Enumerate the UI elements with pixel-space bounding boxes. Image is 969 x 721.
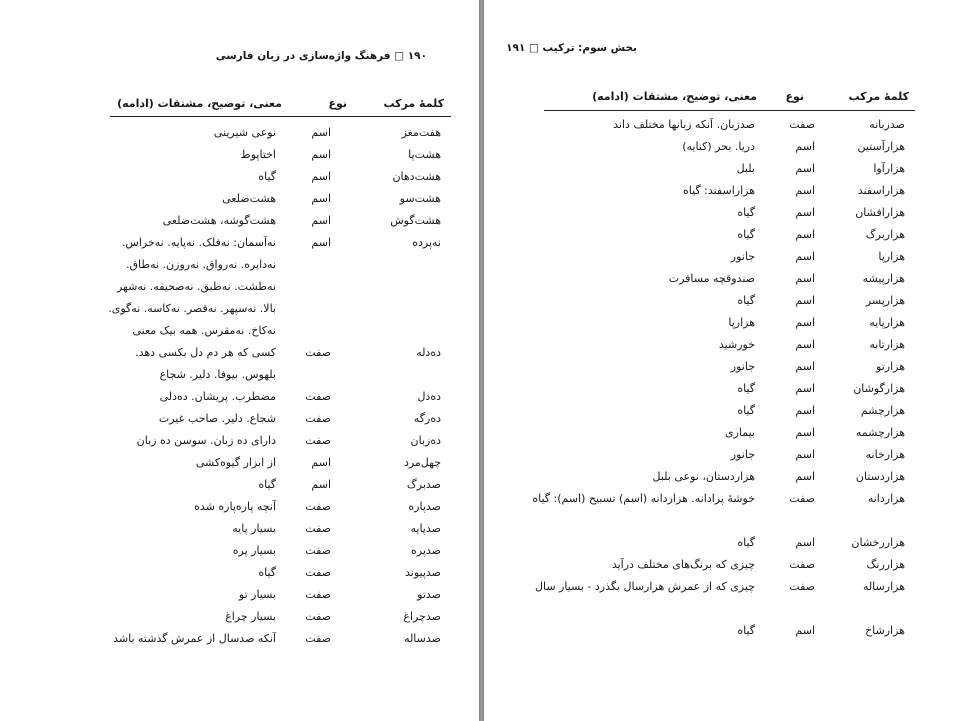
entry-type: اسم (311, 170, 331, 183)
entry-type: صفت (305, 412, 331, 425)
table-row (110, 232, 451, 342)
table-row (544, 290, 915, 312)
entry-type: اسم (795, 184, 815, 197)
column-header-word: کلمهٔ مرکب (848, 90, 909, 103)
table-row (110, 496, 451, 518)
entry-meaning: دارای ده زبان. سوسن ده زبان (136, 434, 276, 447)
entry-meaning: هزاردستان، نوعی بلبل (652, 470, 755, 483)
table-row (110, 188, 451, 210)
entry-word: صدپیوند (404, 566, 441, 579)
table-row (544, 554, 915, 576)
entry-type: صفت (305, 500, 331, 513)
entry-type: اسم (795, 206, 815, 219)
entry-type: اسم (795, 360, 815, 373)
entry-meaning: دریا. بحر (کنایه) (682, 140, 755, 153)
entry-type: اسم (795, 426, 815, 439)
entry-meaning: خوشهٔ پرادانه. هزاردانه (اسم) تسبیح (اسم): گیاه (532, 492, 755, 505)
entry-word: صدساله (404, 632, 441, 645)
entry-word: هزاررخشان (851, 536, 905, 549)
entry-type: صفت (305, 544, 331, 557)
entry-word: صدتو (417, 588, 441, 601)
entry-meaning: کسی که هر دم دل بکسی دهد. بلهوس. بیوفا. دلیر. شجاع (135, 346, 276, 381)
entry-type: اسم (795, 382, 815, 395)
entry-type: اسم (795, 272, 815, 285)
page-header: بخش سوم: ترکیب □ ۱۹۱ (506, 42, 637, 54)
entry-meaning: خورشید (718, 338, 755, 351)
entry-word: هزارآوا (873, 162, 905, 175)
entry-meaning: جانور (730, 250, 755, 263)
table-row (110, 606, 451, 628)
entry-type: صفت (789, 118, 815, 131)
table-row (544, 202, 915, 224)
entry-meaning: هشت‌ضلعی (222, 192, 276, 205)
right-page (484, 0, 969, 721)
entry-meaning: گیاه (737, 228, 755, 241)
entry-meaning: چیزی که از عمرش هزارسال بگذرد - بسیار سال (535, 580, 755, 593)
table-row (544, 246, 915, 268)
entry-meaning: از ابزار گیوه‌کشی (195, 456, 276, 469)
entry-type: اسم (311, 456, 331, 469)
entry-word: صدپره (410, 544, 441, 557)
entry-word: ده‌دله (416, 346, 441, 359)
entry-word: هزارتابه (869, 338, 905, 351)
entry-word: هزاررنگ (866, 558, 905, 571)
table-row (110, 166, 451, 188)
entry-meaning: بسیار چراغ (225, 610, 276, 623)
entry-meaning: صندوقچه مسافرت (668, 272, 755, 285)
entry-meaning: گیاه (258, 170, 276, 183)
entry-type: صفت (305, 434, 331, 447)
table-row (532, 488, 915, 532)
entry-meaning: آنکه صدسال از عمرش گذشته باشد (113, 632, 276, 645)
table-row (110, 342, 451, 386)
entry-word: هشت‌گوش (390, 214, 441, 227)
entry-word: ده‌دل (417, 390, 441, 403)
table-row (544, 158, 915, 180)
table-row (544, 312, 915, 334)
entry-meaning: گیاه (737, 382, 755, 395)
entry-meaning: چیزی که برنگ‌های مختلف درآید (611, 558, 755, 571)
table-row (544, 334, 915, 356)
table-row (110, 430, 451, 452)
table-row (544, 268, 915, 290)
entry-meaning: بسیار پایه (232, 522, 276, 535)
entry-word: هزارچشم (860, 404, 905, 417)
entry-type: اسم (795, 448, 815, 461)
table-row (544, 136, 915, 158)
table-row (110, 408, 451, 430)
entry-type: صفت (305, 390, 331, 403)
entry-meaning: نوعی شیرینی (213, 126, 276, 139)
entry-word: صدپاره (408, 500, 441, 513)
entry-type: اسم (795, 470, 815, 483)
table-row (110, 386, 451, 408)
entry-meaning: بلبل (736, 162, 755, 175)
entry-word: نه‌پرده (412, 236, 441, 249)
entry-word: هزارآستین (857, 140, 905, 153)
entry-meaning: هزاراسفند: گیاه (682, 184, 755, 197)
entry-type: اسم (311, 148, 331, 161)
table-row (110, 540, 451, 562)
entry-word: هزارتو (876, 360, 905, 373)
entry-meaning: شجاع. دلیر. صاحب غیرت (158, 412, 276, 425)
table-row (110, 518, 451, 540)
entry-type: اسم (795, 228, 815, 241)
entry-word: هزاردانه (867, 492, 905, 505)
column-header-meaning: معنی، توضیح، مشتقات (ادامه) (117, 97, 282, 110)
entry-word: هزارپیشه (862, 272, 905, 285)
entry-type: صفت (305, 566, 331, 579)
table-row (110, 628, 451, 650)
entry-type: صفت (305, 632, 331, 645)
entry-word: صدبرگ (406, 478, 441, 491)
entry-type: اسم (795, 140, 815, 153)
table-row (544, 114, 915, 136)
entry-type: صفت (789, 580, 815, 593)
entry-meaning: جانور (730, 448, 755, 461)
entry-type: اسم (795, 536, 815, 549)
entry-type: صفت (789, 558, 815, 571)
entry-meaning: آنچه پاره‌پاره شده (194, 500, 276, 513)
entry-type: صفت (305, 522, 331, 535)
table-row (110, 452, 451, 474)
entry-type: اسم (311, 126, 331, 139)
entry-word: چهل‌مرد (403, 456, 441, 469)
entry-word: هشت‌سو (399, 192, 441, 205)
entry-type: صفت (305, 588, 331, 601)
entry-word: هزارخانه (865, 448, 905, 461)
table-row (110, 144, 451, 166)
entry-type: صفت (305, 346, 331, 359)
entry-type: اسم (311, 214, 331, 227)
header-rule (110, 116, 451, 117)
entry-meaning: گیاه (737, 624, 755, 637)
entry-word: هزارچشمه (855, 426, 905, 439)
entry-type: اسم (795, 404, 815, 417)
entry-word: هشت‌پا (408, 148, 441, 161)
entry-meaning: گیاه (737, 536, 755, 549)
column-header-word: کلمهٔ مرکب (383, 97, 444, 110)
entry-word: هزارپسر (865, 294, 905, 307)
table-row (110, 122, 451, 144)
table-row (110, 474, 451, 496)
table-row (544, 400, 915, 422)
entry-word: هفت‌مغز (401, 126, 441, 139)
entry-type: اسم (795, 162, 815, 175)
column-header-type: نوع (328, 97, 347, 110)
entry-word: صدزبانه (869, 118, 905, 131)
table-row (544, 378, 915, 400)
entry-type: صفت (305, 610, 331, 623)
table-row (110, 210, 451, 232)
entry-meaning: گیاه (737, 294, 755, 307)
entry-type: صفت (789, 492, 815, 505)
entry-word: هزارپایه (869, 316, 905, 329)
entry-type: اسم (795, 294, 815, 307)
table-row (544, 224, 915, 246)
entry-word: ده‌زبان (410, 434, 441, 447)
column-header-meaning: معنی، توضیح، مشتقات (ادامه) (592, 90, 757, 103)
entry-meaning: بسیار پره (232, 544, 276, 557)
entry-word: هزارافشان (855, 206, 905, 219)
table-row (110, 584, 451, 606)
entry-type: اسم (311, 192, 331, 205)
entry-meaning: گیاه (737, 206, 755, 219)
table-row (544, 444, 915, 466)
entry-word: هزاراسفند (857, 184, 905, 197)
entry-meaning: جانور (730, 360, 755, 373)
table-row (535, 576, 915, 620)
table-row (544, 180, 915, 202)
table-row (544, 620, 915, 642)
entry-word: هشت‌دهان (392, 170, 441, 183)
entry-type: اسم (311, 478, 331, 491)
table-row (544, 532, 915, 554)
entry-meaning: نه‌آسمان: نه‌فلک. نه‌پایه. نه‌خراس. نه‌دایره. نه‌رواق. نه‌روزن. نه‌طاق. نه‌طشت. نه‌طبق. نه‌صحیفه. نه‌شهر بالا. نه‌سپهر. نه‌قصر. نه‌کاسه. نه‌گوی. نه‌کاخ. نه‌مقرس. همه بیک معنی (108, 236, 276, 337)
entry-meaning: هشت‌گوشه، هشت‌ضلعی (162, 214, 276, 227)
entry-type: اسم (795, 624, 815, 637)
entry-meaning: گیاه (258, 566, 276, 579)
entry-meaning: گیاه (258, 478, 276, 491)
entry-meaning: بسیار تو (238, 588, 276, 601)
entry-word: هزارپا (878, 250, 905, 263)
entry-meaning: بیماری (724, 426, 755, 439)
table-row (544, 422, 915, 444)
entry-meaning: اختاپوط (240, 148, 276, 161)
entry-meaning: صدزبان. آنکه زبانها مختلف داند (613, 118, 755, 131)
entry-word: صدپایه (410, 522, 441, 535)
page-header: ۱۹۰ □ فرهنگ واژه‌سازی در زبان فارسی (215, 50, 427, 62)
entry-type: اسم (795, 316, 815, 329)
table-row (544, 356, 915, 378)
entry-word: صدچراغ (403, 610, 441, 623)
entry-type: اسم (795, 338, 815, 351)
column-header-type: نوع (785, 90, 804, 103)
header-rule (544, 110, 915, 111)
entry-word: هزارگوشان (853, 382, 905, 395)
entry-word: هزاردستان (855, 470, 905, 483)
entry-word: هزارساله (862, 580, 905, 593)
entry-meaning: گیاه (737, 404, 755, 417)
entry-word: هزارشاخ (865, 624, 905, 637)
table-row (544, 466, 915, 488)
entry-type: اسم (795, 250, 815, 263)
entry-word: هزاربرگ (865, 228, 905, 241)
entry-type: اسم (311, 236, 331, 249)
table-row (110, 562, 451, 584)
entry-word: ده‌رگه (413, 412, 441, 425)
left-page (0, 0, 479, 721)
entry-meaning: مضطرب. پریشان. ده‌دلی (159, 390, 276, 403)
entry-meaning: هزارپا (728, 316, 755, 329)
